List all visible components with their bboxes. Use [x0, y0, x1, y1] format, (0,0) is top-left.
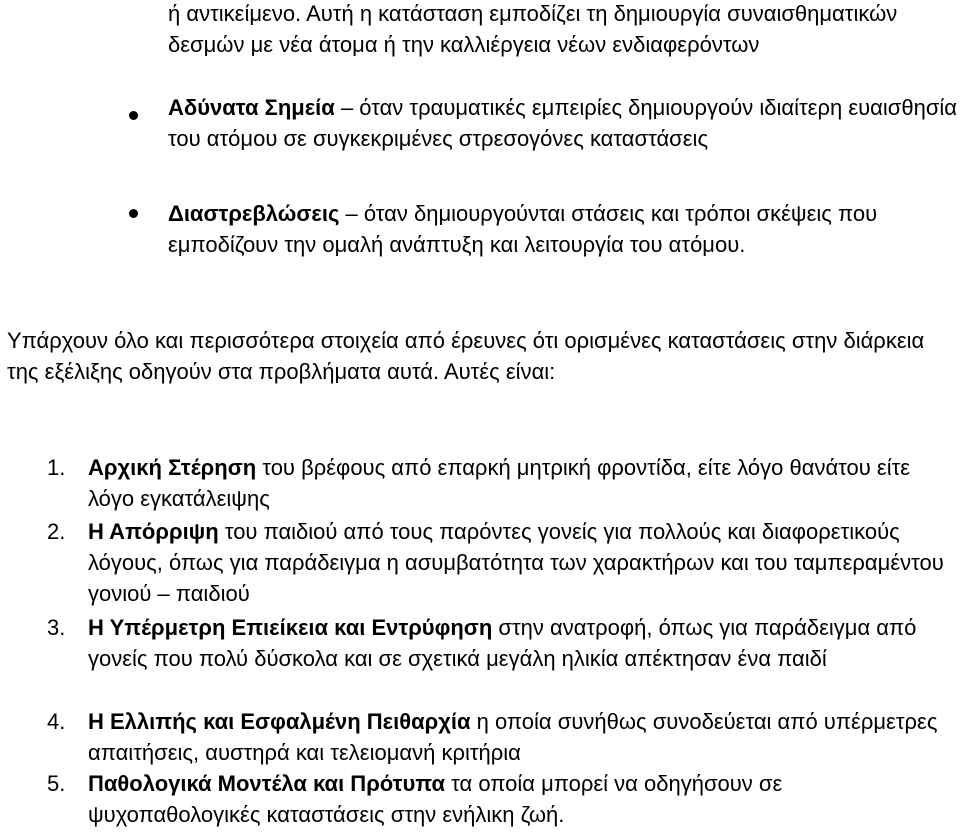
list-term: Παθολογικά Μοντέλα και Πρότυπα: [88, 771, 446, 796]
list-term: Αρχική Στέρηση: [88, 455, 257, 480]
list-item: [88, 516, 958, 609]
list-text: στην ανατροφή, όπως για παράδειγμα από γονείς που πολύ δύσκολα και σε σχετικά μεγάλη ηλικία απέκτησαν ένα παιδί: [88, 615, 917, 671]
intro-paragraph: [7, 325, 958, 387]
intro-paragraph-text: Υπάρχουν όλο και περισσότερα στοιχεία από έρευνες ότι ορισμένες καταστάσεις στην διάρκεια της εξέλιξης οδηγούν στα προβλήματα αυτά. Αυτές είναι:: [7, 328, 925, 384]
bullet-term: Διαστρεβλώσεις: [168, 201, 340, 226]
list-item: [88, 768, 958, 830]
bullet-dot-icon: [129, 209, 138, 218]
list-text: η οποία συνήθως συνοδεύεται από υπέρμετρες απαιτήσεις, αυστηρά και τελειομανή κριτήρια: [88, 709, 938, 765]
list-term: Η Απόρριψη: [88, 519, 219, 544]
list-number: 3.: [47, 615, 66, 640]
list-item: [88, 706, 958, 768]
list-number: 4.: [47, 709, 66, 734]
list-term: Η Ελλιπής και Εσφαλμένη Πειθαρχία: [88, 709, 471, 734]
top-paragraph-text: ή αντικείμενο. Αυτή η κατάσταση εμποδίζει τη δημιουργία συναισθηματικών δεσμών με νέα άτομα ή την καλλιέργεια νέων ενδιαφερόντων: [168, 1, 898, 57]
bullet-item: [168, 92, 958, 154]
list-item: [88, 452, 958, 514]
list-number: 1.: [47, 455, 66, 480]
list-text: του παιδιού από τους παρόντες γονείς για πολλούς και διαφορετικούς λόγους, όπως για παράδειγμα η ασυμβατότητα των χαρακτήρων και του ταμπεραμέντου γονιού – παιδιού: [88, 519, 944, 606]
list-number: 5.: [47, 771, 66, 796]
list-term: Η Υπέρμετρη Επιείκεια και Εντρύφηση: [88, 615, 493, 640]
bullet-dot-icon: [129, 111, 138, 120]
bullet-item: [168, 198, 958, 260]
bullet-text: – όταν δημιουργούνται στάσεις και τρόποι σκέψεις που εμποδίζουν την ομαλή ανάπτυξη και λειτουργία του ατόμου.: [168, 201, 878, 257]
top-paragraph: [168, 0, 958, 60]
list-text: του βρέφους από επαρκή μητρική φροντίδα, είτε λόγο θανάτου είτε λόγο εγκατάλειψης: [88, 455, 911, 511]
list-number: 2.: [47, 519, 66, 544]
bullet-term: Αδύνατα Σημεία: [168, 95, 335, 120]
bullet-text: – όταν τραυματικές εμπειρίες δημιουργούν ιδιαίτερη ευαισθησία του ατόμου σε συγκεκριμένες στρεσογόνες καταστάσεις: [168, 95, 958, 151]
list-item: [88, 612, 958, 674]
list-text: τα οποία μπορεί να οδηγήσουν σε ψυχοπαθολογικές καταστάσεις στην ενήλικη ζωή.: [88, 771, 783, 827]
